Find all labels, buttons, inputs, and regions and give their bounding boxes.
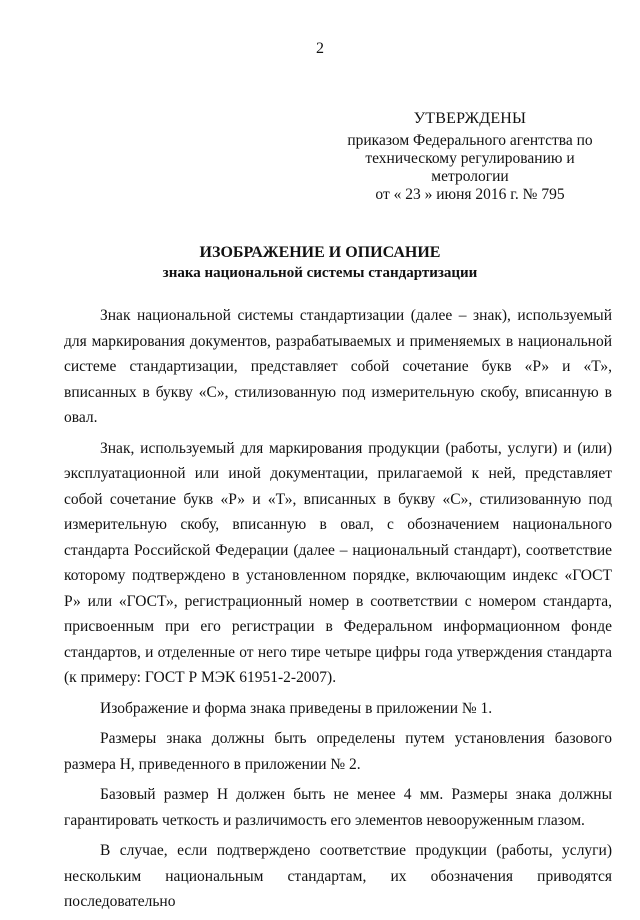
approval-stamp-block xyxy=(330,110,610,204)
paragraph-5: Базовый размер Н должен быть не менее 4 мм. Размеры знака должны гарантировать четкость и различимость его элементов невооруженным глазом. xyxy=(64,786,612,829)
paragraph-3: Изображение и форма знака приведены в приложении № 1. xyxy=(100,699,493,717)
document-title: ИЗОБРАЖЕНИЕ И ОПИСАНИЕ xyxy=(199,244,441,261)
approval-line-2: техническому регулированию и xyxy=(365,150,575,167)
approval-line-1: приказом Федерального агентства по xyxy=(347,132,593,149)
document-heading xyxy=(0,243,640,283)
approval-title: УТВЕРЖДЕНЫ xyxy=(413,110,527,127)
paragraph-4: Размеры знака должны быть определены путем установления базового размера Н, приведенного в приложении № 2. xyxy=(64,730,612,773)
paragraph-2: Знак, используемый для маркирования продукции (работы, услуги) и (или) эксплуатационной или иной документации, прилагаемой к ней, представляет собой сочетание букв «Р» и «Т», вписанных в букву «С», стилизованную под измерительную скобу, вписанную в овал, с обозначением национального стандарта Российской Федерации (далее – национальный стандарт), соответствие которому подтверждено в установленном порядке, включающим индекс «ГОСТ Р» или «ГОСТ», регистрационный номер в соответствии с номером стандарта, присвоенным при его регистрации в Федеральном информационном фонде стандартов, и отделенные от него тире четыре цифры года утверждения стандарта (к примеру: ГОСТ Р МЭК 61951-2-2007). xyxy=(64,439,612,686)
document-body xyxy=(64,303,612,920)
document-subtitle: знака национальной системы стандартизации xyxy=(162,265,478,281)
page-number: 2 xyxy=(316,40,324,57)
approval-line-4: от « 23 » июня 2016 г. № 795 xyxy=(375,186,565,203)
approval-line-3: метрологии xyxy=(431,168,509,185)
paragraph-6: В случае, если подтверждено соответствие продукции (работы, услуги) нескольким национальным стандартам, их обозначения приводятся последовательно xyxy=(64,842,612,910)
paragraph-1: Знак национальной системы стандартизации (далее – знак), используемый для маркирования документов, разрабатываемых и применяемых в национальной системе стандартизации, представляет собой сочетание букв «Р» и «Т», вписанных в букву «С», стилизованную под измерительную скобу, вписанную в овал. xyxy=(64,307,612,426)
